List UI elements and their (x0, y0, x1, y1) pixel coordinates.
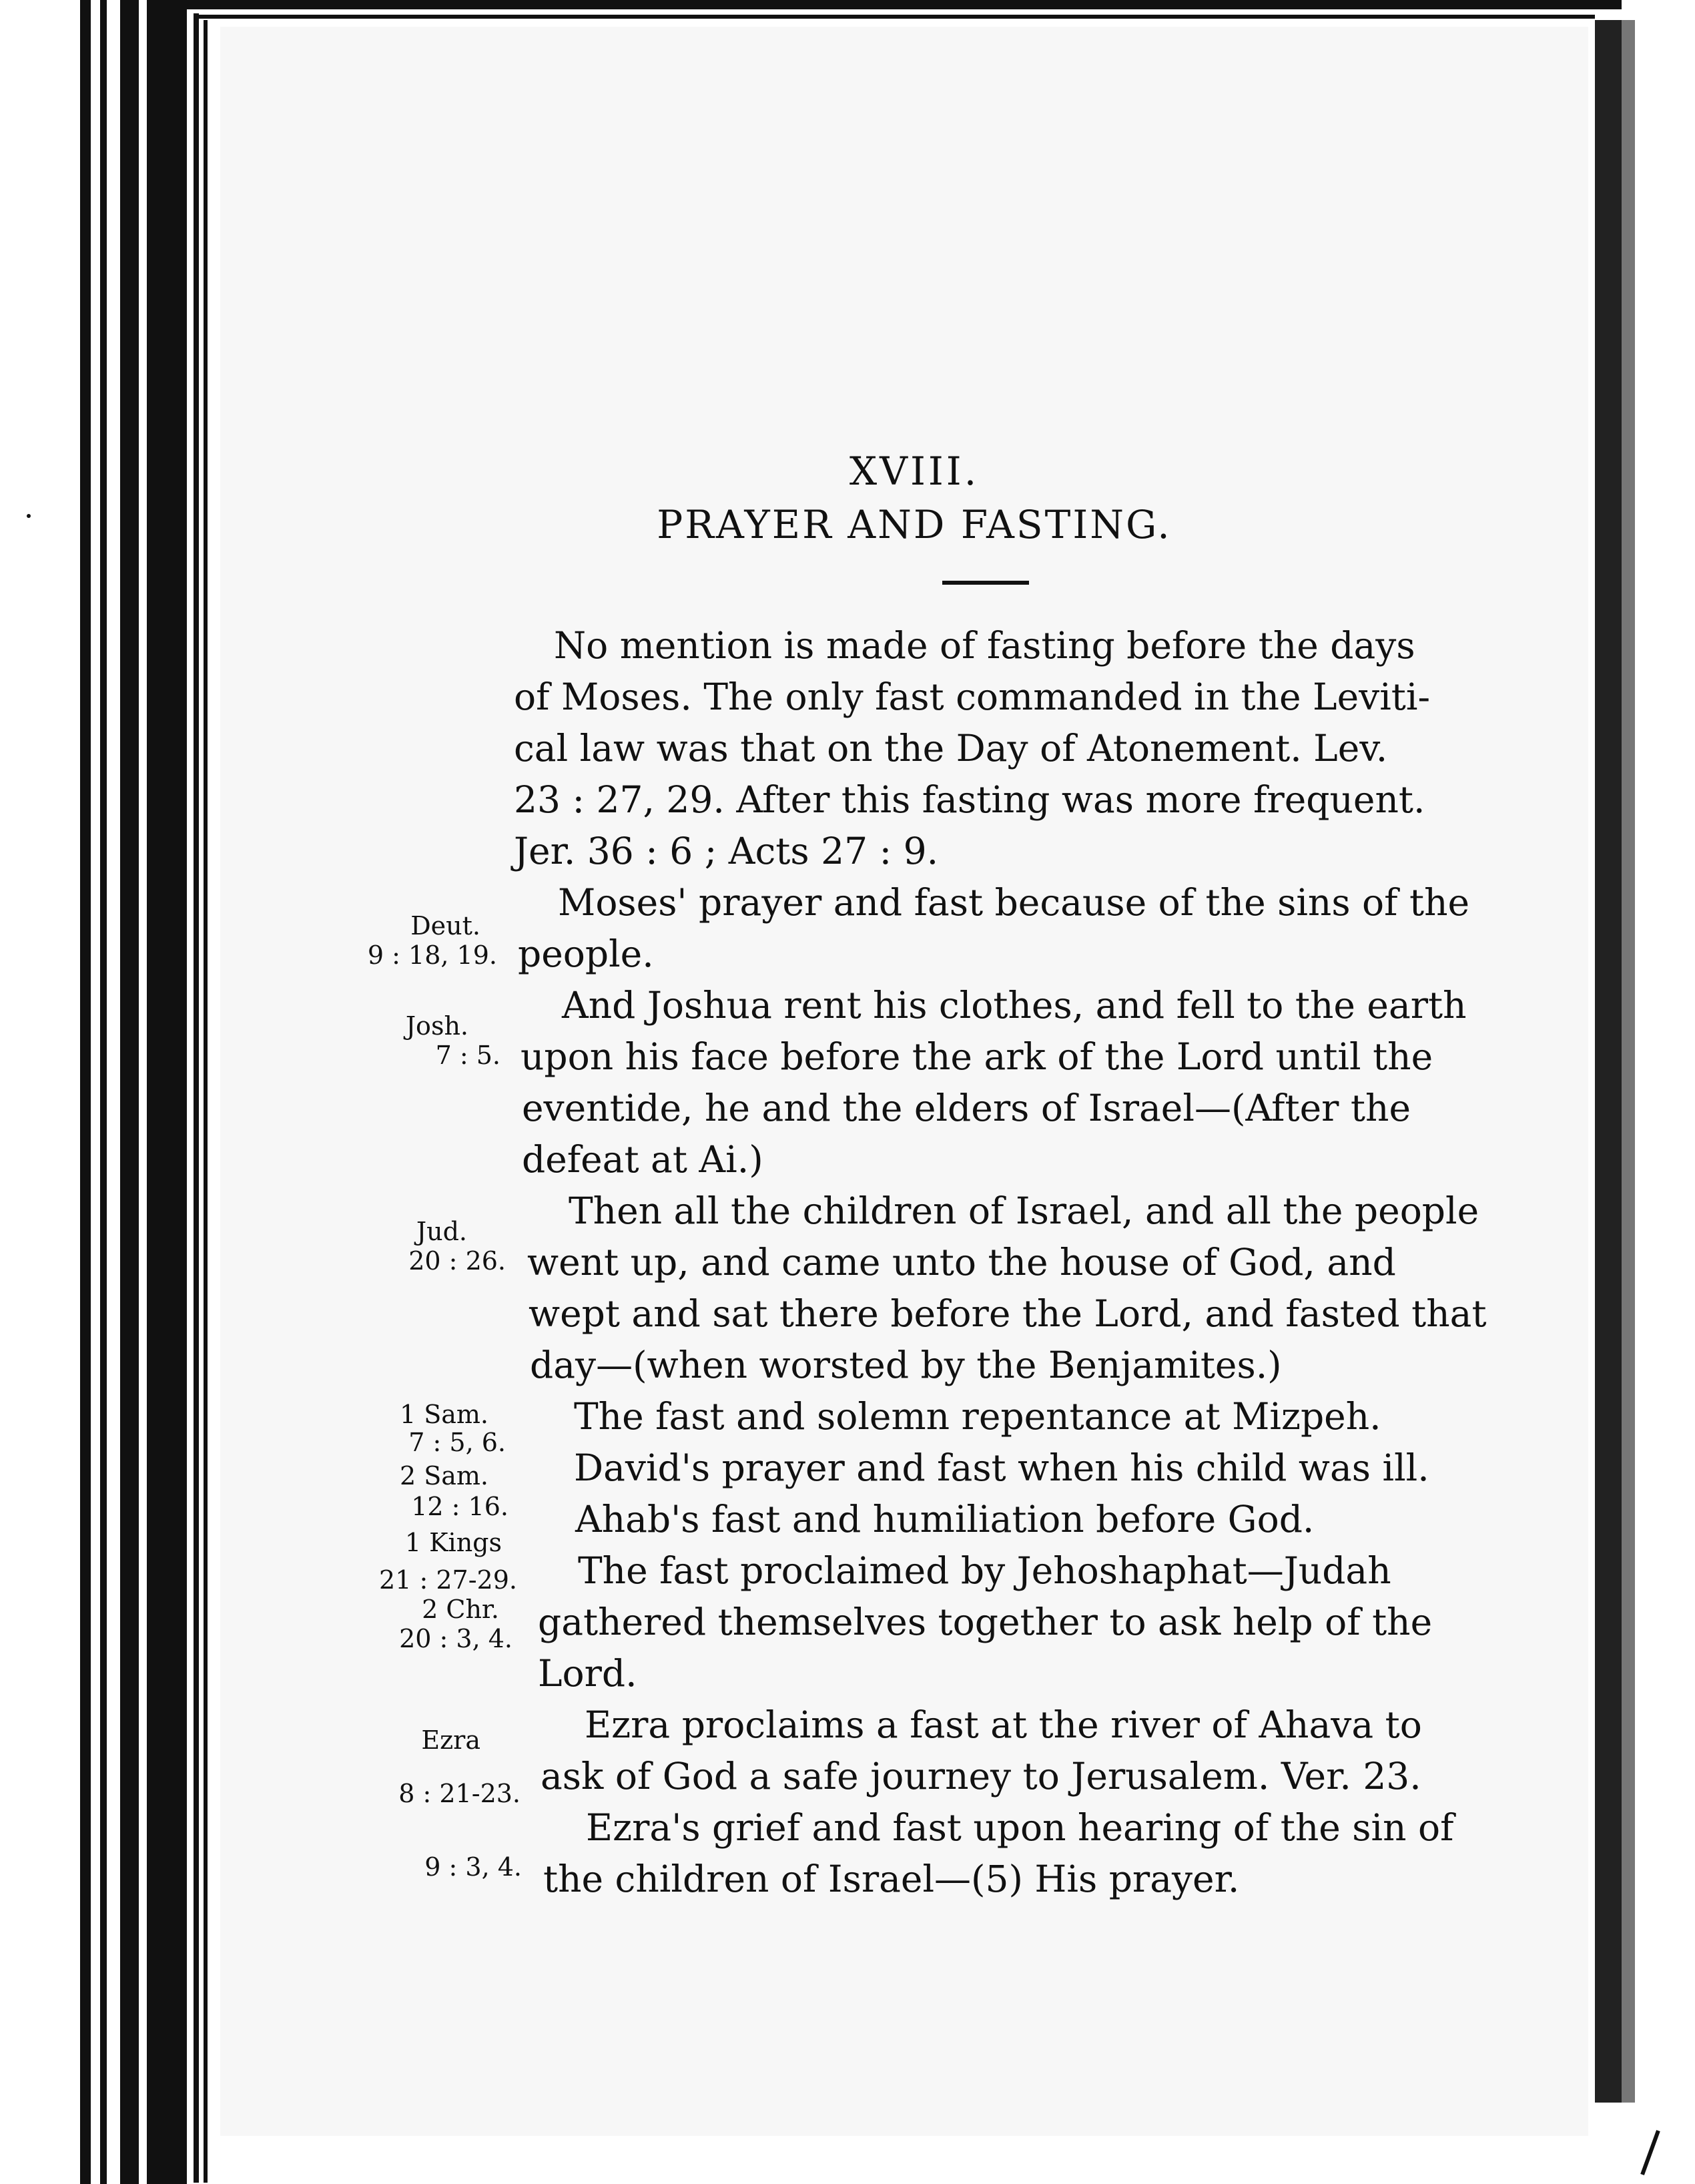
page-edge (194, 13, 199, 2183)
body-line: eventide, he and the elders of Israel—(After the (522, 1087, 1411, 1129)
body-line: The fast and solemn repentance at Mizpeh. (574, 1395, 1381, 1438)
page-edge-outer (80, 0, 91, 2184)
margin-ref: Jud. (416, 1217, 467, 1246)
margin-ref: 20 : 3, 4. (399, 1624, 513, 1653)
body-line: people. (518, 932, 654, 975)
body-line: Jer. 36 : 6 ; Acts 27 : 9. (514, 830, 939, 872)
margin-ref: 9 : 3, 4. (424, 1852, 522, 1882)
body-line: Moses' prayer and fast because of the sins of the (558, 881, 1470, 924)
page-edge (147, 0, 187, 2184)
margin-ref: 2 Chr. (422, 1595, 499, 1624)
margin-ref: Josh. (405, 1011, 468, 1041)
scan-mark (27, 514, 31, 518)
body-line: No mention is made of fasting before the days (554, 624, 1415, 667)
page-edge-top (194, 15, 1595, 19)
body-line: wept and sat there before the Lord, and fasted that (529, 1292, 1487, 1335)
body-line: Ahab's fast and humiliation before God. (575, 1498, 1315, 1541)
page-edge (120, 0, 139, 2184)
body-line: David's prayer and fast when his child was ill. (574, 1446, 1429, 1489)
margin-ref: 7 : 5, 6. (408, 1428, 506, 1457)
margin-ref: 1 Sam. (399, 1400, 488, 1429)
page-right-shadow (1622, 20, 1635, 2103)
margin-ref: 21 : 27-29. (379, 1565, 517, 1595)
margin-ref: Deut. (410, 911, 480, 940)
body-line: of Moses. The only fast commanded in the Leviti- (514, 675, 1431, 718)
body-line: day—(when worsted by the Benjamites.) (530, 1344, 1282, 1386)
page-edge-top (147, 0, 1622, 9)
margin-ref: Ezra (421, 1725, 480, 1755)
body-line: defeat at Ai.) (522, 1138, 763, 1181)
margin-ref: 8 : 21-23. (398, 1779, 521, 1808)
chapter-number: XVIII. (849, 449, 980, 494)
body-line: And Joshua rent his clothes, and fell to the earth (562, 984, 1467, 1027)
body-line: Lord. (538, 1652, 637, 1695)
margin-ref: 2 Sam. (399, 1461, 488, 1490)
margin-ref: 20 : 26. (408, 1246, 506, 1276)
title-rule (942, 581, 1029, 585)
body-line: upon his face before the ark of the Lord until the (521, 1035, 1433, 1078)
body-line: 23 : 27, 29. After this fasting was more frequent. (514, 778, 1425, 821)
page-edge (204, 20, 208, 2183)
body-line: went up, and came unto the house of God, and (527, 1241, 1396, 1284)
margin-ref: 12 : 16. (411, 1492, 508, 1521)
body-line: the children of Israel—(5) His prayer. (543, 1858, 1240, 1900)
margin-ref: 7 : 5. (435, 1041, 500, 1070)
scan-mark (1640, 2130, 1660, 2175)
body-line: Then all the children of Israel, and all the people (569, 1189, 1479, 1232)
body-line: Ezra's grief and fast upon hearing of the sin of (586, 1806, 1454, 1849)
chapter-title: PRAYER AND FASTING. (657, 502, 1172, 547)
body-line: gathered themselves together to ask help of the (538, 1601, 1433, 1643)
body-line: Ezra proclaims a fast at the river of Ahava to (585, 1703, 1422, 1746)
body-line: The fast proclaimed by Jehoshaphat—Judah (578, 1549, 1391, 1592)
page-right-edge (1595, 20, 1622, 2103)
margin-ref: 9 : 18, 19. (367, 940, 497, 970)
page-edge (100, 0, 107, 2184)
body-line: cal law was that on the Day of Atonement. Lev. (514, 727, 1388, 770)
body-line: ask of God a safe journey to Jerusalem. Ver. 23. (541, 1755, 1421, 1798)
margin-ref: 1 Kings (404, 1528, 502, 1557)
